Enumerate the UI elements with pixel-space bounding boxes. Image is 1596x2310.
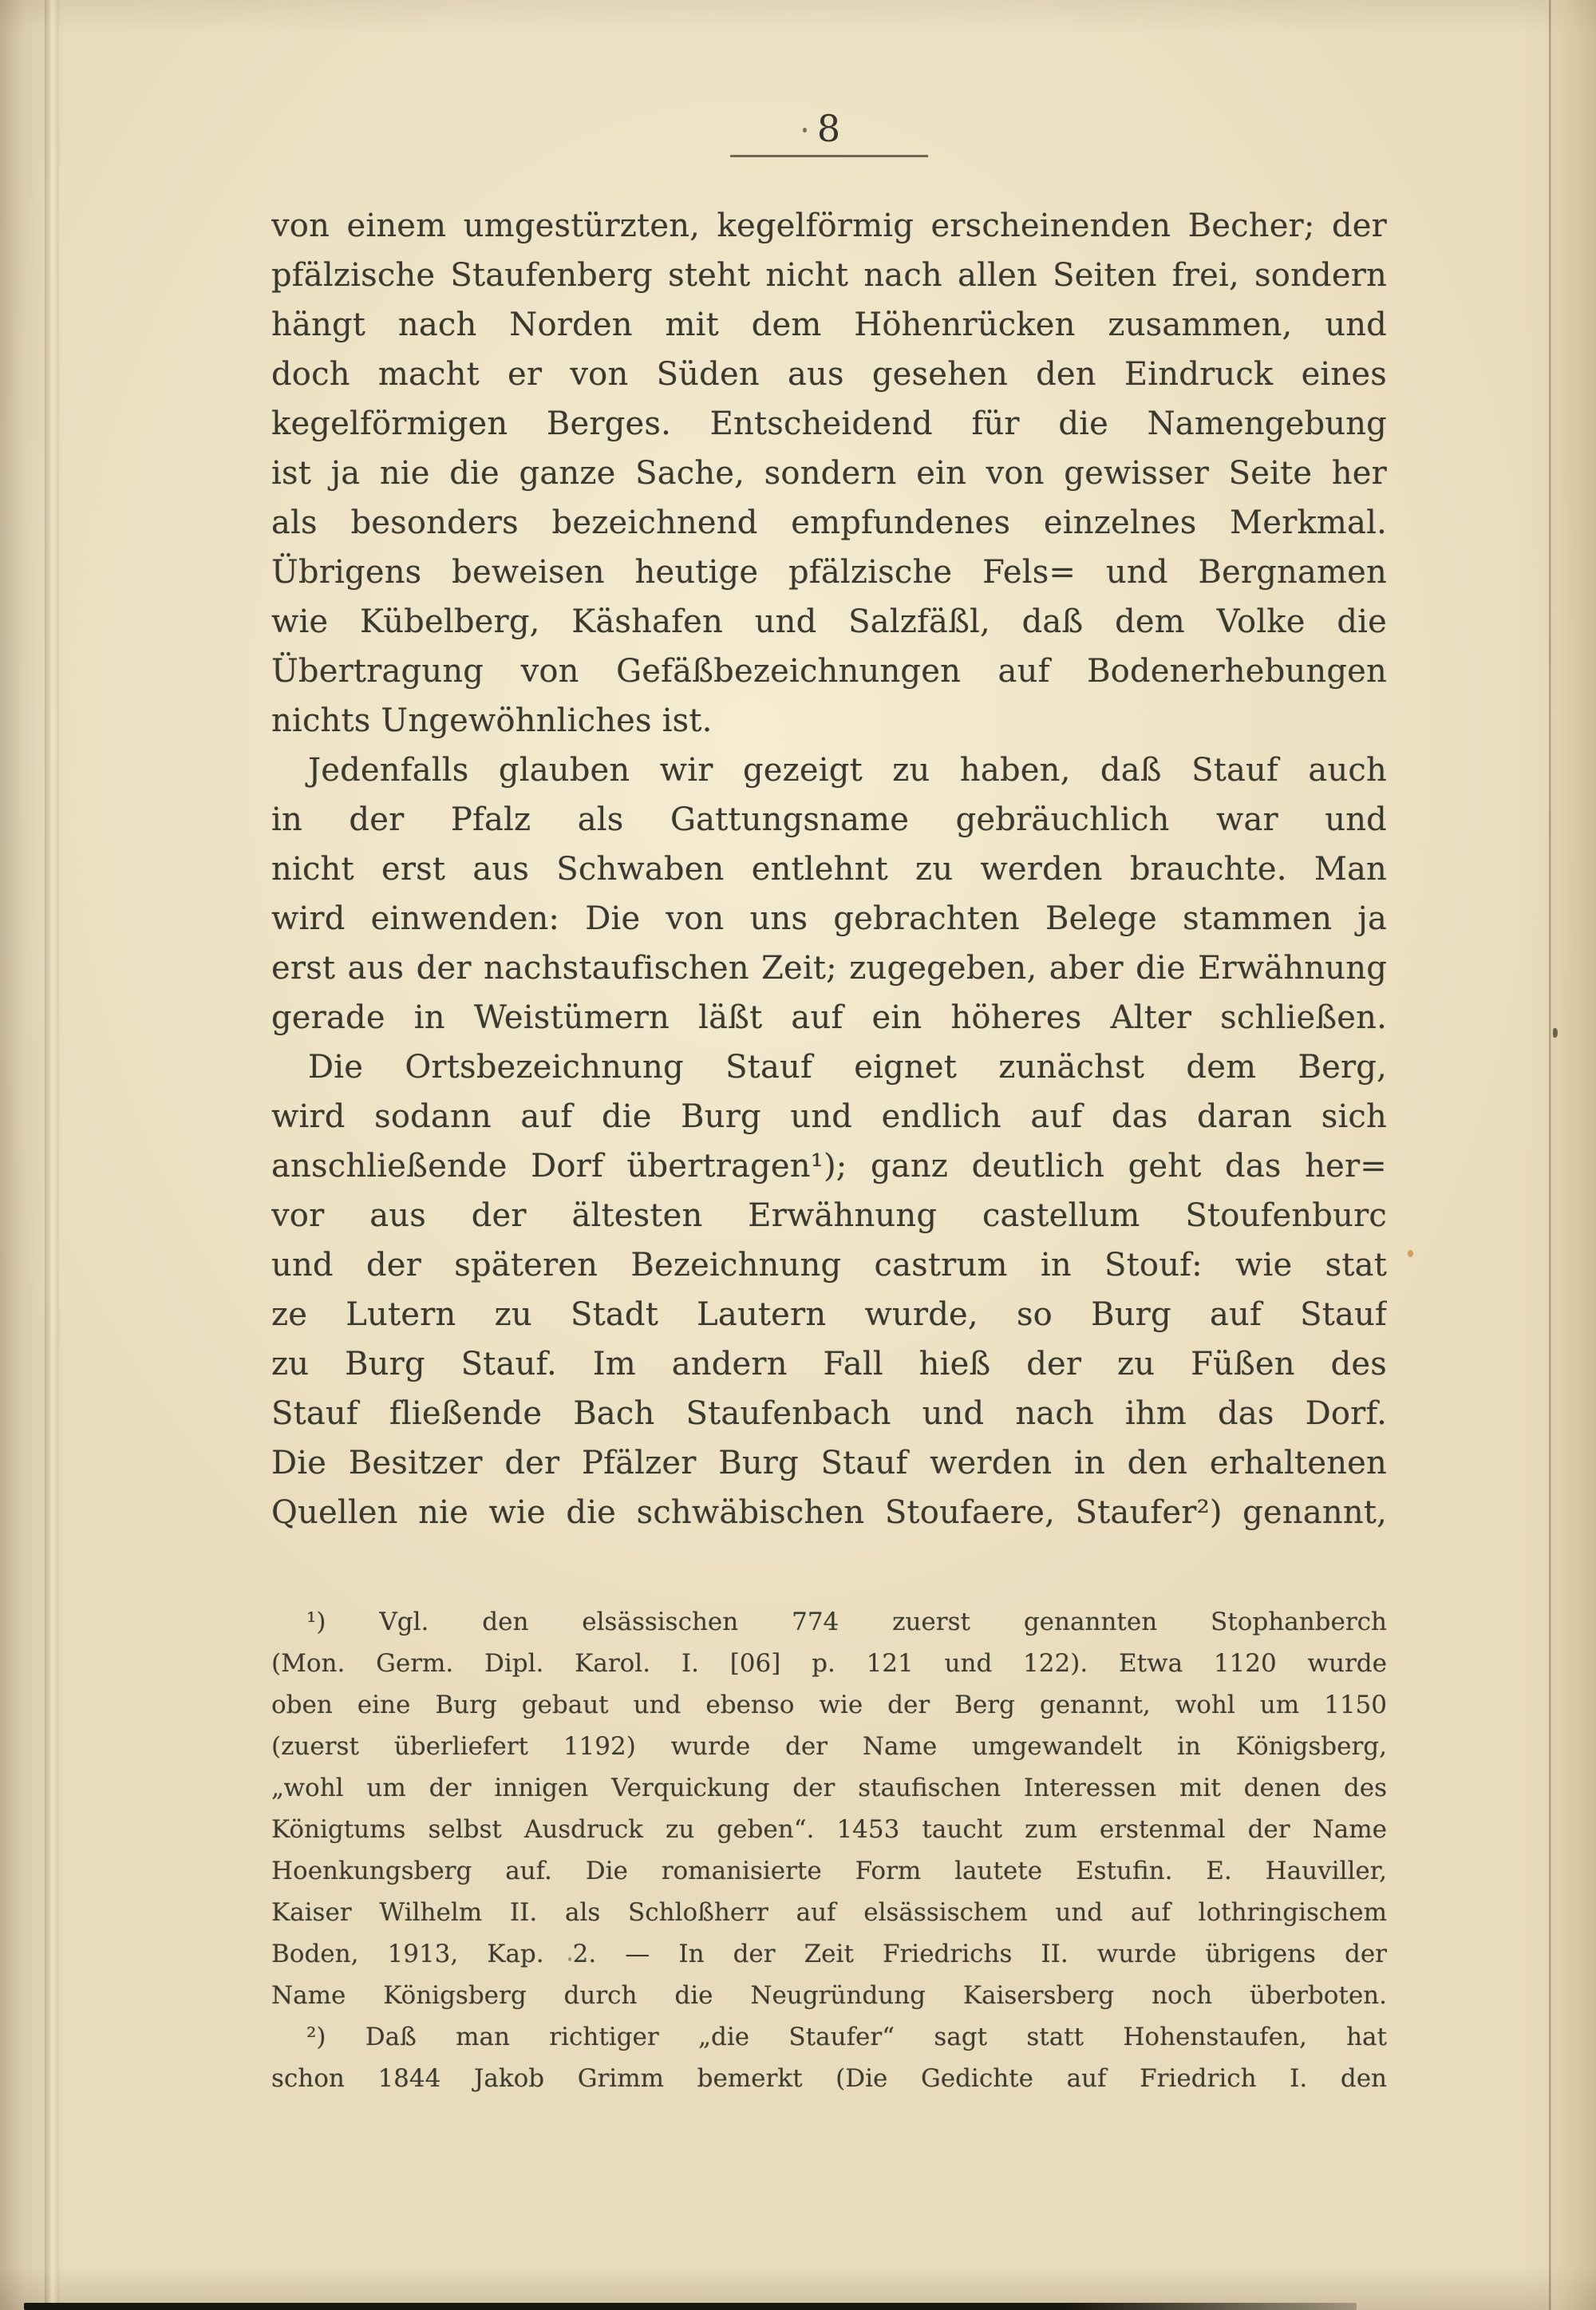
- text-line: Übrigens beweisen heutige pfälzische Fels= und Bergnamen: [271, 554, 1387, 591]
- text-line: wie Kübelberg, Käshafen und Salzfäßl, daß dem Volke die: [271, 603, 1387, 640]
- text-line: vor aus der ältesten Erwähnung castellum Stoufenburc: [271, 1197, 1387, 1234]
- footnote-line: Name Königsberg durch die Neugründung Kaisersberg noch überboten.: [271, 1981, 1387, 2010]
- scan-edge-bottom: [24, 2303, 1357, 2310]
- footnote-line: schon 1844 Jakob Grimm bemerkt (Die Gedichte auf Friedrich I. den: [271, 2064, 1387, 2093]
- page-number: 8: [816, 107, 842, 150]
- text-line: kegelförmigen Berges. Entscheidend für die Namengebung: [271, 405, 1387, 442]
- text-line: von einem umgestürzten, kegelförmig erscheinenden Becher; der: [271, 208, 1387, 244]
- text-line: hängt nach Norden mit dem Höhenrücken zusammen, und: [271, 307, 1387, 343]
- text-line: Jedenfalls glauben wir gezeigt zu haben, daß Stauf auch: [308, 752, 1387, 789]
- footnote-line: (zuerst überliefert 1192) wurde der Name umgewandelt in Königsberg,: [271, 1732, 1387, 1761]
- paper-speck: [1408, 1250, 1413, 1257]
- footnote-line: oben eine Burg gebaut und ebenso wie der Berg genannt, wohl um 1150: [271, 1691, 1387, 1719]
- footnote-line: (Mon. Germ. Dipl. Karol. I. [06] p. 121 und 122). Etwa 1120 wurde: [271, 1649, 1387, 1678]
- text-line: Die Besitzer der Pfälzer Burg Stauf werden in den erhaltenen: [271, 1445, 1387, 1481]
- text-line: erst aus der nachstaufischen Zeit; zugegeben, aber die Erwähnung: [271, 950, 1387, 987]
- text-line: Übertragung von Gefäßbezeichnungen auf Bodenerhebungen: [271, 653, 1387, 690]
- footnote-line: Königtums selbst Ausdruck zu geben“. 1453 taucht zum erstenmal der Name: [271, 1815, 1387, 1844]
- text-line: wird einwenden: Die von uns gebrachten Belege stammen ja: [271, 900, 1387, 937]
- footnote-line: Boden, 1913, Kap. 2. — In der Zeit Friedrichs II. wurde übrigens der: [271, 1940, 1387, 1968]
- text-line: und der späteren Bezeichnung castrum in Stouf: wie stat: [271, 1247, 1387, 1284]
- text-line: in der Pfalz als Gattungsname gebräuchlich war und: [271, 801, 1387, 838]
- main-text-block: [271, 201, 1387, 1537]
- text-line: doch macht er von Süden aus gesehen den Eindruck eines: [271, 356, 1387, 393]
- text-line: als besonders bezeichnend empfundenes einzelnes Merkmal.: [271, 504, 1387, 541]
- footnote-line: ¹) Vgl. den elsässischen 774 zuerst genannten Stophanberch: [306, 1608, 1387, 1636]
- text-line: nicht erst aus Schwaben entlehnt zu werden brauchte. Man: [271, 851, 1387, 888]
- margin-ink-fleck: [1553, 1028, 1558, 1038]
- footnote-line: Hoenkungsberg auf. Die romanisierte Form lautete Estufin. E. Hauviller,: [271, 1857, 1387, 1885]
- text-line: ist ja nie die ganze Sache, sondern ein von gewisser Seite her: [271, 455, 1387, 492]
- text-line: Quellen nie wie die schwäbischen Stoufaere, Staufer²) genannt,: [271, 1494, 1387, 1531]
- text-line: Die Ortsbezeichnung Stauf eignet zunächst dem Berg,: [308, 1049, 1387, 1086]
- footnote-line: ²) Daß man richtiger „die Staufer“ sagt statt Hohenstaufen, hat: [306, 2023, 1387, 2051]
- text-line: wird sodann auf die Burg und endlich auf das daran sich: [271, 1098, 1387, 1135]
- footnote-line: Kaiser Wilhelm II. als Schloßherr auf elsässischem und auf lothringischem: [271, 1898, 1387, 1927]
- page-number-rule: [730, 155, 928, 157]
- right-crease-shadow: [1549, 0, 1596, 2310]
- footnote-line: „wohl um der innigen Verquickung der staufischen Interessen mit denen des: [271, 1774, 1387, 1802]
- left-fold-shadow: [45, 0, 59, 2310]
- footnotes-block: [271, 1601, 1387, 2099]
- text-line: ze Lutern zu Stadt Lautern wurde, so Burg auf Stauf: [271, 1296, 1387, 1333]
- text-line: Stauf fließende Bach Staufenbach und nach ihm das Dorf.: [271, 1395, 1387, 1432]
- text-line: nichts Ungewöhnliches ist.: [271, 702, 713, 739]
- text-line: anschließende Dorf übertragen¹); ganz deutlich geht das her=: [271, 1148, 1387, 1185]
- page-header: [271, 107, 1387, 157]
- text-line: pfälzische Staufenberg steht nicht nach allen Seiten frei, sondern: [271, 257, 1387, 294]
- text-line: gerade in Weistümern läßt auf ein höheres Alter schließen.: [271, 999, 1387, 1036]
- text-line: zu Burg Stauf. Im andern Fall hieß der zu Füßen des: [271, 1346, 1387, 1382]
